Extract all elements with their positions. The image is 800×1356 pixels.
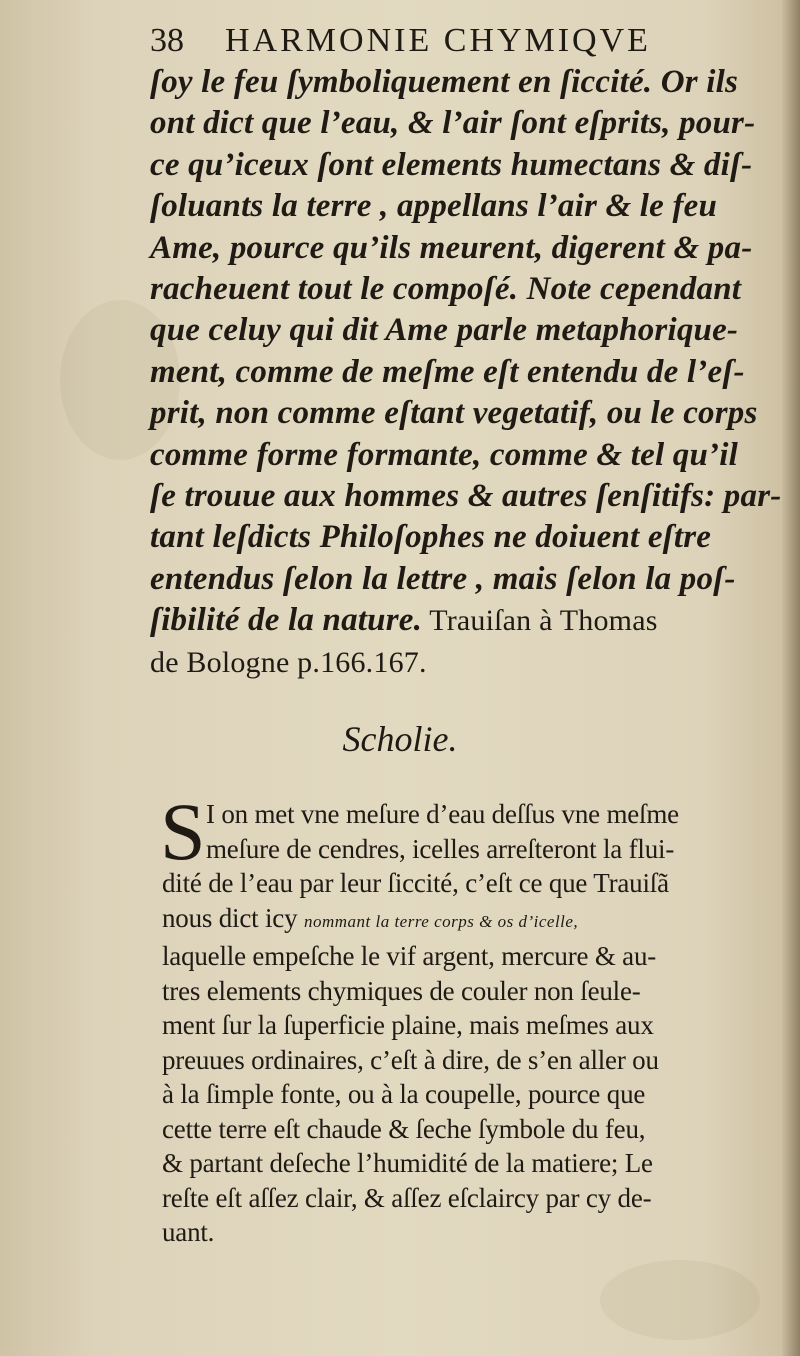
- text-line: I on met vne meſure d’eau deſſus vne meſme: [206, 799, 679, 829]
- italic-segment: nommant la terre corps & os d’icelle,: [303, 911, 579, 931]
- text-line: ſe trouue aux hommes & autres ſenſitifs: par-: [150, 478, 782, 515]
- text-line: & partant deſeche l’humidité de la matiere; Le: [162, 1148, 653, 1178]
- text-line: meſure de cendres, icelles arreſteront la flui-: [206, 833, 675, 864]
- text-line: ſoluants la terre , appellans l’air & le feu: [150, 188, 718, 225]
- text-line: que celuy qui dit Ame parle metaphorique-: [150, 312, 739, 349]
- text-line: ment ſur la ſuperficie plaine, mais meſmes aux: [162, 1010, 654, 1040]
- text-line: comme forme formante, comme & tel qu’il: [150, 436, 738, 473]
- text-line: preuues ordinaires, c’eſt à dire, de s’en aller ou: [162, 1044, 659, 1075]
- text-line: ont dict que l’eau, & l’air ſont eſprits, pour-: [150, 105, 756, 142]
- drop-cap: S: [160, 786, 206, 877]
- text-line: ſoy le feu ſymboliquement en ſiccité. Or ils: [150, 64, 739, 100]
- text-line: tant leſdicts Philoſophes ne doiuent eſtre: [150, 519, 712, 556]
- text-line: reſte eſt aſſez clair, & aſſez eſclaircy par cy de-: [162, 1182, 652, 1213]
- text-line: dité de l’eau par leur ſiccité, c’eſt ce que Trauiſã: [162, 868, 669, 898]
- running-title: HARMONIE CHYMIQVE: [225, 22, 651, 59]
- italic-passage: [150, 62, 780, 683]
- text-line: cette terre eſt chaude & ſeche ſymbole du feu,: [162, 1113, 646, 1144]
- text-line-mixed: [162, 901, 792, 940]
- text-line: racheuent tout le compoſé. Note cependant: [150, 271, 742, 308]
- page-header: [150, 20, 770, 64]
- roman-segment: Trauiſan à Thomas: [422, 604, 658, 638]
- scholie-paragraph: [160, 786, 792, 1250]
- text-line: tres elements chymiques de couler non ſeule-: [162, 975, 641, 1006]
- text-line: ce qu’iceux ſont elements humectans & diſ-: [150, 146, 753, 183]
- text-line: uant.: [162, 1217, 215, 1247]
- page-number: 38: [150, 22, 184, 59]
- text-line: laquelle empeſche le vif argent, mercure & au-: [162, 941, 657, 971]
- text-line: ment, comme de meſme eſt entendu de l’eſ-: [150, 353, 745, 390]
- section-heading: Scholie.: [342, 719, 458, 759]
- text-line-mixed: [150, 600, 780, 641]
- text-line: à la ſimple fonte, ou à la coupelle, pource que: [162, 1079, 646, 1109]
- italic-segment: ſibilité de la nature.: [150, 602, 423, 639]
- citation-line: de Bologne p.166.167.: [150, 645, 427, 679]
- roman-segment: nous dict icy: [162, 902, 304, 933]
- paper-stain: [600, 1260, 760, 1340]
- text-line: Ame, pource qu’ils meurent, digerent & pa-: [150, 229, 753, 266]
- text-line: prit, non comme eſtant vegetatif, ou le corps: [150, 395, 758, 432]
- text-line: entendus ſelon la lettre , mais ſelon la poſ-: [150, 560, 736, 597]
